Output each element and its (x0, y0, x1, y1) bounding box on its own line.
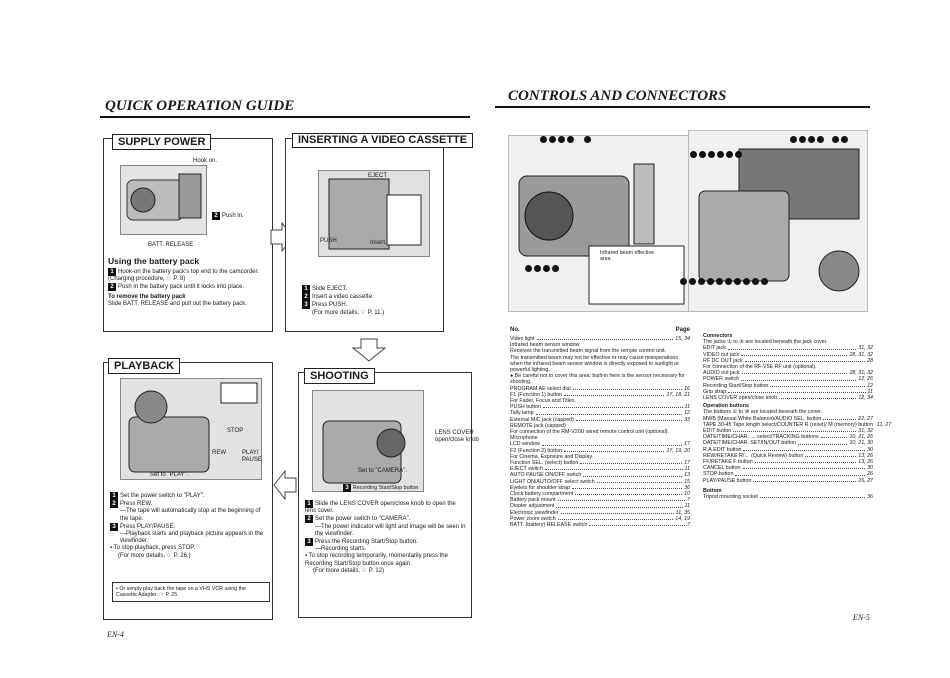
step-2-badge: 2 (305, 515, 313, 523)
step-3-badge: 3 (302, 301, 310, 309)
list-item-label: PROGRAM AE select dial (510, 385, 571, 392)
remove-battery-heading: To remove the battery pack (108, 293, 186, 300)
list-item-label: Microphone (510, 435, 538, 442)
list-item-label: Tally lamp (510, 410, 534, 417)
list-item-page: 13, 26 (858, 459, 873, 466)
remove-battery-text: Slide BATT. RELEASE and pull out the battery pack. (108, 300, 247, 307)
step-2-badge: 2 (110, 500, 118, 508)
list-item-page: 26, 27 (858, 477, 873, 484)
list-item-label: For Cinema, Exposure and Display. (510, 453, 594, 460)
list-item (703, 478, 873, 484)
step-1-badge: 1 (108, 268, 116, 276)
leader-dots (798, 440, 847, 444)
leader-dots (564, 448, 664, 452)
leader-dots (583, 472, 682, 476)
connectors-list (703, 345, 873, 401)
label-eject: EJECT (368, 173, 388, 179)
list-item-label: PLAY/PAUSE button (703, 477, 752, 484)
battery-heading: Using the battery pack (108, 256, 200, 266)
left-page-title: QUICK OPERATION GUIDE (105, 98, 295, 114)
list-item-label: LCD window (510, 441, 540, 448)
step-1-badge: 1 (110, 492, 118, 500)
insert-step-3: Press PUSH. (312, 302, 348, 309)
callout-dot (790, 136, 797, 143)
callout-dot (689, 278, 696, 285)
list-item-page: 33 (684, 416, 690, 423)
shooting-step-3-result: —Recording starts. (315, 546, 367, 553)
list-item-page: 31, 32 (858, 345, 873, 352)
list-item-page: 17, 19, 20 (666, 447, 690, 454)
leader-dots (728, 389, 865, 393)
callout-dot (549, 136, 556, 143)
playback-stop-note: ▪ To stop playback, press STOP. (110, 545, 196, 552)
list-item-page: 17 (684, 441, 690, 448)
step-2-badge: 2 (212, 212, 220, 220)
list-item-page: 11 (684, 503, 690, 510)
list-item-label: For connection of the RF-V5E RF unit (optional). (703, 364, 817, 371)
label-lens-cover: LENS COVER open/close knob (435, 430, 479, 444)
callout-dot (841, 136, 848, 143)
leader-dots (728, 345, 856, 349)
list-item-page: 7 (687, 522, 690, 529)
label-push-in: Push in. (222, 213, 244, 219)
leader-dots (556, 503, 682, 507)
step-3-badge: 3 (343, 484, 351, 492)
leader-dots (760, 494, 865, 498)
rear-callouts-top (690, 146, 744, 164)
rear-callouts-bottom (680, 273, 770, 291)
left-page-number: EN-4 (107, 630, 124, 639)
label-play-pause: PLAY/ PAUSE (242, 450, 262, 464)
list-item-page: 31, 32 (858, 428, 873, 435)
list-item-label: Eyelets for shoulder strap (510, 484, 571, 491)
left-title-rule (100, 116, 470, 118)
insert-note: (For more details, ☞ P. 11.) (312, 309, 385, 316)
list-item-page: 36 (684, 484, 690, 491)
list-item-label: REW/RETAKE R/← (Quick Review) button (703, 452, 804, 459)
shooting-details: (For more details, ☞ P. 12) (313, 567, 384, 574)
infrared-label: Infrared beam effective area (600, 250, 655, 263)
label-batt-release: BATT. RELEASE (148, 242, 194, 248)
shooting-steps (305, 500, 467, 575)
operation-list (703, 415, 892, 484)
list-item-label: AUTO PAUSE ON/OFF switch (510, 472, 582, 479)
list-item-page: 11 (867, 388, 873, 395)
list-item-page: 28, 31, 32 (849, 370, 873, 377)
label-insert: Insert. (370, 240, 387, 246)
leader-dots (576, 417, 682, 421)
list-item-label: LENS COVER open/close knob (703, 395, 778, 402)
list-item-label: PUSH button (510, 404, 541, 411)
list-item-page: 10, 21, 26 (849, 434, 873, 441)
callout-dot (725, 278, 732, 285)
list-item-page: 11, 27 (876, 421, 892, 428)
leader-dots (580, 460, 682, 464)
callout-dot (832, 136, 839, 143)
list-item-page: 17 (684, 460, 690, 467)
shooting-banner: SHOOTING (304, 368, 375, 384)
list-item-label: STOP button (703, 471, 734, 478)
leader-dots (770, 383, 865, 387)
shooting-step-1: Slide the LENS COVER open/close knob to open the lens cover. (305, 501, 456, 515)
callout-dot (525, 265, 532, 272)
list-item (703, 395, 873, 401)
insert-cassette-banner: INSERTING A VIDEO CASSETTE (292, 133, 473, 148)
list-item-label: F2 (Function 2) button (510, 447, 563, 454)
list-item-label: Infrared beam sensor window (510, 342, 580, 349)
label-hook-on: Hook on. (193, 158, 218, 164)
list-item-label: REMOTE jack (capped) (510, 422, 566, 429)
leader-dots (543, 404, 683, 408)
step-2-badge: 2 (108, 283, 116, 291)
step-1-badge: 1 (302, 285, 310, 293)
list-item-page: 12 (867, 382, 873, 389)
playback-vcr-note: ▪ Or simply play back the tape on a VHS VCR using the Cassette Adapter. ☞ P. 25 (112, 582, 270, 602)
callout-dot (735, 151, 742, 158)
list-item-label: Grip strap (703, 388, 727, 395)
list-item (510, 522, 690, 528)
bottom-list (703, 494, 873, 500)
label-rew: REW (212, 450, 226, 456)
callout-dot (817, 136, 824, 143)
list-item-label: Function SEL. (select) button (510, 460, 579, 467)
callout-dot (558, 136, 565, 143)
list-item-page: 12, 26 (858, 376, 873, 383)
leader-dots (597, 479, 683, 483)
battery-illustration (120, 165, 207, 235)
leader-dots (575, 491, 682, 495)
list-item-page: 10 (684, 491, 690, 498)
shooting-illustration (312, 390, 424, 492)
list-item-label: EJECT switch (510, 466, 543, 473)
shooting-step-2: Set the power switch to "CAMERA". (315, 516, 411, 523)
list-item-label: Recording Start/Stop button (703, 382, 769, 389)
list-item-page: 11 (684, 404, 690, 411)
camcorder-battery-icon (121, 166, 206, 234)
callout-dot (808, 136, 815, 143)
right-title-rule (495, 106, 870, 108)
list-item-page: 13 (684, 472, 690, 479)
col-page: Page (675, 327, 690, 333)
connectors-note: The jacks ① to ④ are located beneath the jack cover. (703, 339, 828, 346)
list-item-page: 12, 34 (858, 395, 873, 402)
leader-dots (742, 370, 848, 374)
callout-dot (543, 265, 550, 272)
battery-steps (108, 268, 268, 308)
playback-details: (For more details, ☞ P. 26.) (118, 552, 191, 559)
leader-dots (753, 478, 856, 482)
leader-dots (564, 392, 664, 396)
list-item-label: Receives the transmitted beam signal from the remote control unit. (510, 348, 667, 355)
leader-dots (536, 410, 683, 414)
right-page-title: CONTROLS AND CONNECTORS (508, 88, 727, 104)
list-item-page: 30 (867, 465, 873, 472)
list-item (510, 355, 690, 374)
list-item-label: FF/RETAKE F button (703, 459, 753, 466)
list-item-label: For connection of the RM-V20U wired remote control unit (optional). (510, 429, 669, 436)
leader-dots (741, 352, 847, 356)
callout-dot (540, 136, 547, 143)
leader-dots (733, 428, 856, 432)
callout-dot (726, 151, 733, 158)
leader-dots (743, 465, 866, 469)
list-item-label: DATE/TIME/CHAR. → select/TRACKING buttons (703, 434, 819, 441)
leader-dots (741, 376, 856, 380)
list-item-page: 10, 21, 30 (849, 440, 873, 447)
list-item-page: 11 (684, 466, 690, 473)
callout-dot (552, 265, 559, 272)
battery-step-1: Hook-on the battery pack's top end to the camcorder. (Charging procedure, ☞ P. 8) (108, 269, 259, 283)
insert-step-1: Slide EJECT. (312, 286, 348, 292)
shooting-pause-note: ▪ To stop recording temporarily, momentarily press the Recording Start/Stop button once again. (305, 553, 448, 567)
leader-dots (745, 358, 865, 362)
list-item-label: R.A.EDIT button (703, 446, 742, 453)
leader-dots (805, 453, 856, 457)
leader-dots (537, 336, 674, 340)
list-item-page: 11, 35 (675, 509, 690, 516)
parts-list-right (703, 333, 892, 501)
list-item-page: 7 (687, 497, 690, 504)
playback-step-2-result: —The tape will automatically stop at the beginning of the tape. (120, 508, 261, 522)
callout-dot (534, 265, 541, 272)
list-item-page: 15, 34 (675, 336, 690, 342)
list-item-label: VIDEO out jack (703, 351, 740, 358)
rear-callouts-right (790, 131, 850, 149)
list-item-label: RF DC OUT jack (703, 357, 743, 364)
list-item-page: 22, 27 (858, 415, 873, 422)
list-item-page: 15 (684, 478, 690, 485)
list-item-label: TAPE 30-45 Tape length select/COUNTER R (reset)/ M (memory) button (703, 421, 873, 428)
leader-dots (743, 447, 865, 451)
callout-dot (717, 151, 724, 158)
list-item-page: 12 (684, 410, 690, 417)
list-item-label: Clock battery compartment (510, 491, 574, 498)
list-item-label: DATE/TIME/CHAR. SET/IN/OUT button (703, 440, 797, 447)
list-item-label: LIGHT ON/AUTO/OFF select switch (510, 478, 595, 485)
label-rec-button: Recording Start/Stop button (353, 485, 419, 491)
operation-heading: Operation buttons (703, 403, 749, 410)
leader-dots (589, 522, 685, 526)
col-no: No. (510, 327, 520, 333)
arrow-left-icon (273, 470, 297, 500)
step-3-badge: 3 (305, 538, 313, 546)
list-item-label: Electronic viewfinder (510, 509, 559, 516)
list-item-page: 36 (867, 494, 873, 501)
list-item (703, 494, 873, 500)
list-item-page: 26 (867, 471, 873, 478)
leader-dots (823, 416, 856, 420)
list-item (510, 373, 690, 385)
leader-dots (561, 510, 674, 514)
label-push: PUSH (320, 238, 337, 244)
playback-banner: PLAYBACK (108, 358, 180, 374)
shooting-step-2-result: —The power indicator will light and image will be seen in the viewfinder. (315, 523, 466, 537)
leader-dots (558, 497, 685, 501)
leader-dots (821, 434, 848, 438)
arrow-down-icon (352, 338, 386, 362)
callout-dot (680, 278, 687, 285)
list-item-label: Diopter adjustment (510, 503, 555, 510)
list-item-label: CANCEL button (703, 465, 741, 472)
list-item-page: 17, 18, 21 (666, 391, 690, 398)
step-3-badge: 3 (110, 523, 118, 531)
parts-list-header (510, 327, 690, 333)
list-item-label: Tripod mounting socket (703, 494, 758, 501)
parts-list-left (510, 336, 690, 528)
leader-dots (558, 516, 674, 520)
list-item-page: 13, 26 (858, 452, 873, 459)
playback-step-1: Set the power switch to "PLAY". (120, 493, 205, 499)
callout-dot (743, 278, 750, 285)
label-set-play: Set to "PLAY". (150, 472, 189, 478)
leader-dots (545, 466, 683, 470)
label-stop: STOP (227, 428, 244, 434)
callout-dot (584, 136, 591, 143)
list-item-label: For Fader, Focus and Titles. (510, 398, 576, 405)
list-item-label: The transmitted beam may not be effective or may cause misoperations when the infrared beam sensor window is directly exposed to sunlight or powerful lighting. (510, 354, 680, 374)
operation-note: The buttons ① to ⑩ are located beneath the cover. (703, 409, 823, 416)
leader-dots (572, 485, 682, 489)
list-item-label: POWER switch (703, 376, 740, 383)
insert-steps (302, 285, 440, 317)
callout-dot (699, 151, 706, 158)
callout-dot (752, 278, 759, 285)
list-item-label: Power zoom switch (510, 515, 556, 522)
leader-dots (735, 471, 865, 475)
list-item-label: ● Be careful not to cover this area; built-in here is the sensor necessary for shooting. (510, 373, 685, 386)
list-item-page: 14, 19 (675, 515, 690, 522)
list-item-page: 30 (867, 446, 873, 453)
connectors-heading: Connectors (703, 333, 733, 339)
callout-dot (734, 278, 741, 285)
list-item-label: AUDIO out jack (703, 370, 740, 377)
callout-dot (799, 136, 806, 143)
insert-step-2: Insert a video cassette. (312, 294, 374, 301)
bottom-heading: Bottom (703, 487, 722, 494)
playback-step-3-result: —Playback starts and playback picture appears in the viewfinder. (120, 531, 264, 545)
list-item-label: MWB (Manual White Balance)/AUDIO SEL. button (703, 415, 822, 422)
list-item-page: 28, 31, 32 (849, 351, 873, 358)
leader-dots (779, 395, 856, 399)
right-page-number: EN-5 (853, 613, 870, 622)
camcorder-shooting-icon (313, 391, 423, 491)
list-item-label: EDIT button (703, 428, 732, 435)
list-item-label: EDIT jack (703, 345, 726, 352)
playback-steps (110, 492, 268, 560)
list-item-label: External MIC jack (capped) (510, 416, 574, 423)
callout-dot (690, 151, 697, 158)
callout-dot (761, 278, 768, 285)
callout-dot (708, 151, 715, 158)
supply-power-banner: SUPPLY POWER (112, 134, 211, 150)
callout-dot (567, 136, 574, 143)
shooting-step-3: Press the Recording Start/Stop button. (315, 539, 418, 546)
list-item-page: 16 (684, 385, 690, 392)
callout-dot (707, 278, 714, 285)
leader-dots (542, 441, 682, 445)
list-item-label: Battery pack mount (510, 497, 556, 504)
step-2-badge: 2 (302, 293, 310, 301)
battery-step-2: Push in the battery pack until it locks into place. (118, 284, 245, 291)
step-1-badge: 1 (305, 500, 313, 508)
leader-dots (573, 386, 682, 390)
front-callouts-top (540, 131, 593, 149)
callout-dot (716, 278, 723, 285)
playback-step-3: Press PLAY/PAUSE. (120, 523, 176, 530)
label-set-camera: Set to "CAMERA". (358, 468, 407, 474)
callout-dot (698, 278, 705, 285)
playback-step-2: Press REW. (120, 501, 153, 508)
list-item-page: 28 (867, 357, 873, 364)
list-item-label: F1 (Function 1) button (510, 391, 563, 398)
leader-dots (755, 459, 857, 463)
front-callouts-bottom (525, 260, 561, 278)
list-item-label: Video light (510, 336, 535, 342)
list-item-label: BATT. (battery) RELEASE switch (510, 522, 588, 529)
